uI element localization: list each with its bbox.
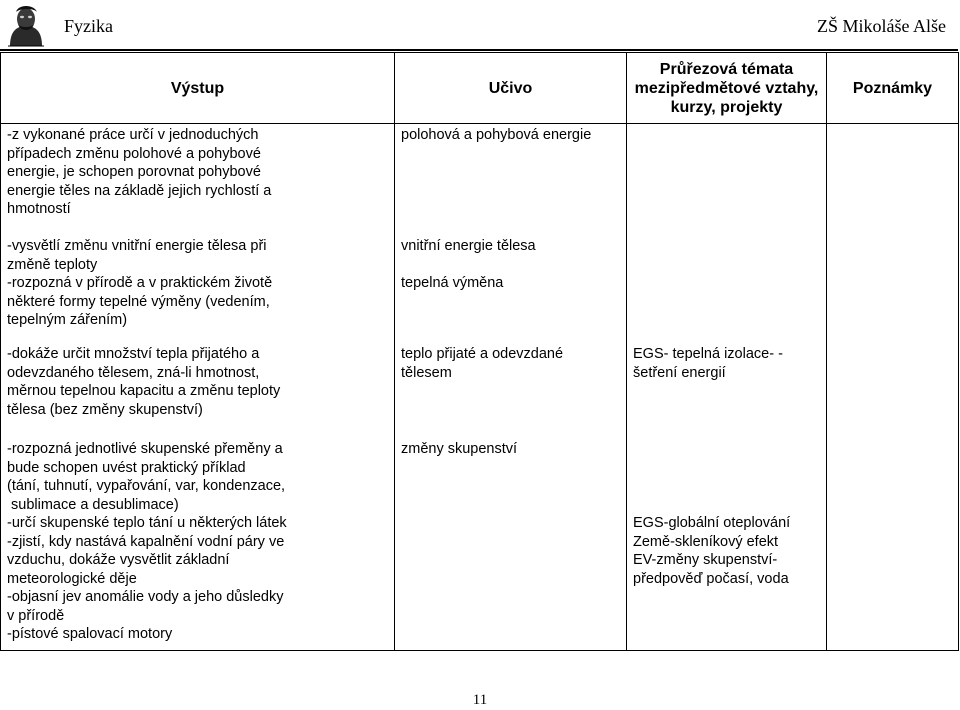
- text-line: změny skupenství: [401, 441, 518, 457]
- text-line: sublimace a desublimace): [7, 496, 179, 513]
- text-line: -rozpozná v přírodě a v praktickém životě: [7, 275, 273, 291]
- text-line: některé formy tepelné výměny (vedením,: [7, 293, 270, 310]
- text-line: energie, je schopen porovnat pohybové: [7, 164, 261, 180]
- text-line: -objasní jev anomálie vody a jeho důsledky: [7, 589, 284, 605]
- text-line: teplo přijaté a odevzdané: [401, 346, 564, 362]
- text-line: -určí skupenské teplo tání u některých látek: [7, 515, 287, 531]
- text-line: měrnou tepelnou kapacitu a změnu teploty: [7, 383, 281, 399]
- text-line: tělesem: [401, 364, 452, 381]
- temata-cell: [627, 438, 827, 651]
- poznamky-cell: [827, 235, 959, 343]
- text-line: -vysvětlí změnu vnitřní energie tělesa při: [7, 238, 267, 254]
- blank-line: [633, 496, 820, 515]
- text-line: předpověď počasí, voda: [633, 570, 789, 587]
- table-row: [1, 124, 959, 236]
- text-line: vzduchu, dokáže vysvětlit základní: [7, 552, 230, 568]
- text-line: bude schopen uvést praktický příklad: [7, 459, 246, 476]
- text-line: energie těles na základě jejich rychlostí a: [7, 182, 272, 199]
- text-line: -z vykonané práce určí v jednoduchých: [7, 127, 259, 143]
- temata-cell: [627, 124, 827, 236]
- school-name: ZŠ Mikoláše Alše: [817, 16, 946, 36]
- school-logo-portrait-icon: [4, 2, 48, 48]
- blank-line: [633, 477, 820, 496]
- column-header-ucivo: Učivo: [395, 53, 627, 124]
- text-line: v přírodě: [7, 607, 65, 624]
- vystup-cell: [1, 438, 395, 651]
- temata-cell: [627, 235, 827, 343]
- ucivo-cell: [395, 343, 627, 438]
- poznamky-cell: [827, 438, 959, 651]
- table-row: [1, 235, 959, 343]
- table-row: [1, 438, 959, 651]
- table-row: [1, 343, 959, 438]
- text-line: -dokáže určit množství tepla přijatého a: [7, 346, 260, 362]
- text-line: šetření energií: [633, 364, 726, 381]
- text-line: -rozpozná jednotlivé skupenské přeměny a: [7, 441, 283, 457]
- text-line: meteorologické děje: [7, 570, 137, 587]
- blank-line: [401, 256, 620, 275]
- vystup-cell: [1, 124, 395, 236]
- column-header-vystup: Výstup: [1, 53, 395, 124]
- column-header-temata: Průřezová témata mezipředmětové vztahy, kurzy, projekty: [627, 53, 827, 124]
- text-line: odevzdaného tělesem, zná-li hmotnost,: [7, 364, 260, 381]
- ucivo-cell: [395, 124, 627, 236]
- text-line: -zjistí, kdy nastává kapalnění vodní páry ve: [7, 533, 285, 550]
- text-line: polohová a pohybová energie: [401, 127, 592, 143]
- page-number: 11: [472, 692, 488, 708]
- text-line: hmotností: [7, 201, 71, 217]
- header-divider: [0, 49, 958, 51]
- text-line: vnitřní energie tělesa: [401, 238, 536, 254]
- poznamky-cell: [827, 343, 959, 438]
- text-line: případech změnu polohové a pohybové: [7, 145, 261, 162]
- text-line: EGS-globální oteplování: [633, 515, 791, 531]
- poznamky-cell: [827, 124, 959, 236]
- vystup-cell: [1, 343, 395, 438]
- text-line: EV-změny skupenství-: [633, 552, 778, 568]
- text-line: tělesa (bez změny skupenství): [7, 401, 203, 418]
- blank-line: [633, 440, 820, 459]
- column-header-poznamky: Poznámky: [827, 53, 959, 124]
- subject-title: Fyzika: [64, 16, 113, 36]
- text-line: Země-skleníkový efekt: [633, 533, 779, 550]
- blank-line: [633, 459, 820, 478]
- text-line: změně teploty: [7, 256, 98, 273]
- ucivo-cell: [395, 438, 627, 651]
- text-line: (tání, tuhnutí, vypařování, var, kondenzace,: [7, 478, 286, 494]
- ucivo-cell: [395, 235, 627, 343]
- text-line: tepelným zářením): [7, 312, 128, 328]
- temata-cell: [627, 343, 827, 438]
- vystup-cell: [1, 235, 395, 343]
- curriculum-table: [0, 52, 959, 651]
- text-line: tepelná výměna: [401, 275, 504, 291]
- page-header: [0, 0, 960, 52]
- text-line: EGS- tepelná izolace- -: [633, 346, 783, 362]
- text-line: -pístové spalovací motory: [7, 626, 173, 642]
